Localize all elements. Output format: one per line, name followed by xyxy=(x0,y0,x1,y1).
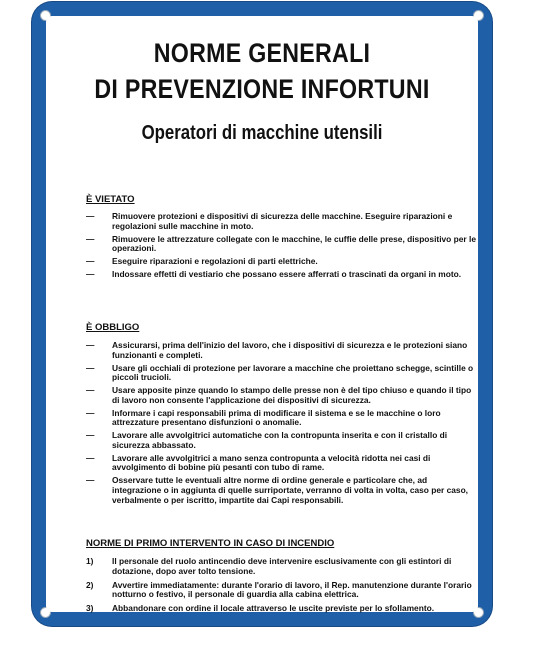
list-marker: 3) xyxy=(86,603,94,614)
section-heading-vietato: È VIETATO xyxy=(86,194,135,205)
list-item-text: Lavorare alle avvolgitrici a mano senza contropunta a velocità ridotta nei casi di avvolgimento di bobine più pesanti con tubo di rame. xyxy=(112,452,431,473)
list-item xyxy=(86,270,478,280)
list-item-text: Osservare tutte le eventuali altre norme di ordine generale e particolare che, ad integrazione o in aggiunta di quelle surriportate, verranno di volta in volta, caso per caso, verbalmente o per iscritto, impartite dai Capi responsabili. xyxy=(112,475,469,505)
list-item xyxy=(86,409,478,428)
sign-subtitle: Operatori di macchine utensili xyxy=(141,122,383,144)
list-marker: — xyxy=(86,256,95,267)
list-item xyxy=(86,604,478,614)
list-item-text: Avvertire immediatamente: durante l'orario di lavoro, il Rep. manutenzione durante l'orario notturno o festivo, il personale di guardia alla cabina elettrica. xyxy=(112,579,472,600)
list-marker: — xyxy=(86,475,95,486)
list-item xyxy=(86,341,478,360)
list-item-text: Il personale del ruolo antincendio deve intervenire esclusivamente con gli estintori di dotazione, dopo aver tolto tensione. xyxy=(112,556,452,576)
sign-panel xyxy=(46,16,478,612)
list-item xyxy=(86,386,478,405)
list-marker: — xyxy=(86,362,95,373)
vietato-list xyxy=(86,212,478,283)
list-marker: — xyxy=(86,407,95,418)
list-marker: — xyxy=(86,430,95,441)
list-item xyxy=(86,257,478,267)
list-item-text: Usare gli occhiali di protezione per lavorare a macchine che proiettano schegge, scintille o piccoli trucioli. xyxy=(112,362,474,383)
list-item-text: Rimuovere le attrezzature collegate con le macchine, le cuffie delle prese, dispositivo per le operazioni. xyxy=(112,233,476,254)
obbligo-list xyxy=(86,341,478,509)
list-item-text: Lavorare alle avvolgitrici automatiche con la contropunta inserita e con il cristallo di sicurezza abbassato. xyxy=(112,430,448,450)
list-item xyxy=(86,431,478,450)
list-item xyxy=(86,581,478,600)
list-marker: — xyxy=(86,340,95,350)
sign-title-line1: NORME GENERALI xyxy=(153,38,371,68)
list-item xyxy=(86,454,478,473)
list-marker: — xyxy=(86,269,95,280)
list-item xyxy=(86,212,478,231)
list-item-text: Assicurarsi, prima dell'inizio del lavoro, che i dispositivi di sicurezza e le protezioni siano funzionanti e completi. xyxy=(112,340,468,360)
safety-sign xyxy=(32,2,492,626)
list-item-text: Indossare effetti di vestiario che possano essere afferrati o trascinati da organi in moto. xyxy=(112,269,462,280)
list-item-text: Usare apposite pinze quando lo stampo delle presse non è del tipo chiuso e quando il tipo di lavoro non consente l'applicazione dei dispositivi di sicurezza. xyxy=(112,385,472,405)
section-heading-obbligo: È OBBLIGO xyxy=(86,322,140,333)
section-heading-incendio: NORME DI PRIMO INTERVENTO IN CASO DI INCENDIO xyxy=(86,538,335,549)
list-item-text: Abbandonare con ordine il locale attraverso le uscite previste per lo sfollamento. xyxy=(112,603,435,614)
incendio-list xyxy=(86,557,478,618)
list-marker: 1) xyxy=(86,556,94,566)
list-marker: — xyxy=(86,211,95,221)
list-marker: — xyxy=(86,385,95,396)
sign-title-line2: DI PREVENZIONE INFORTUNI xyxy=(94,74,430,104)
list-item-text: Informare i capi responsabili prima di modificare il sistema e se le macchine o loro attrezzature presentano disfunzioni o anomalie. xyxy=(112,407,441,428)
list-marker: 2) xyxy=(86,579,94,590)
list-item-text: Eseguire riparazioni e regolazioni di parti elettriche. xyxy=(112,256,318,267)
list-item xyxy=(86,235,478,254)
list-item xyxy=(86,476,478,505)
list-marker: — xyxy=(86,452,95,463)
list-item xyxy=(86,364,478,383)
list-item-text: Rimuovere protezioni e dispositivi di sicurezza delle macchine. Eseguire riparazioni e regolazioni sulle macchine in moto. xyxy=(112,211,453,231)
list-item xyxy=(86,557,478,576)
list-marker: — xyxy=(86,233,95,244)
